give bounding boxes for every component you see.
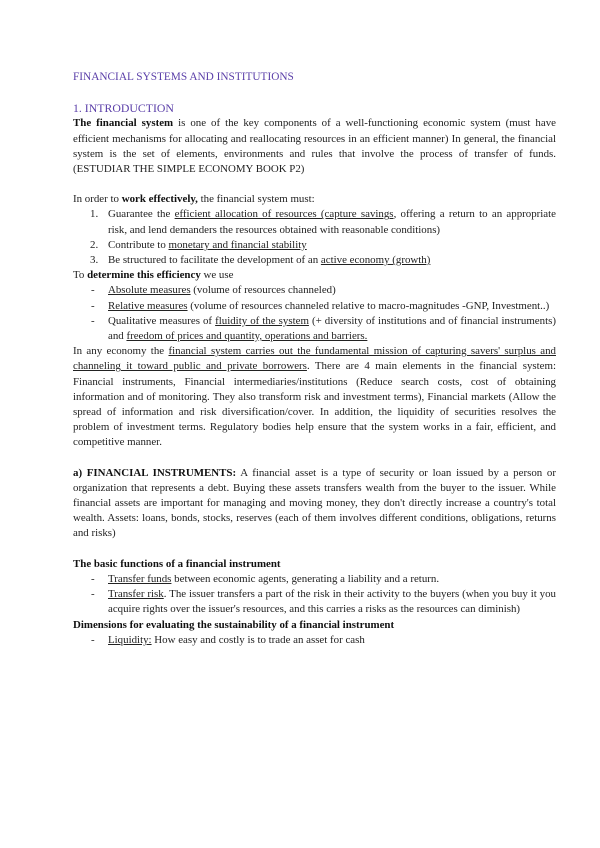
list-item-underline: Liquidity: [108, 633, 152, 646]
dimensions-list [73, 633, 556, 648]
efficiency-bold: determine this efficiency [87, 269, 201, 282]
list-item [73, 633, 556, 648]
economy-paragraph [73, 344, 556, 450]
list-item-underline: Transfer risk [108, 588, 164, 601]
list-item [73, 283, 556, 298]
work-post: the financial system must: [197, 193, 315, 206]
intro-text: is one of the key components of a well-functioning economic system (must have efficient mechanisms for allocating and reallocating resources in an efficient manner) In general, the financial system is the set of elements, environments and rules that involve the process of transfer of funds. (ESTUDIAR THE SIMPLE ECONOMY BOOK P2) [73, 117, 556, 176]
instruments-text: A financial asset is a type of security or loan issued by a person or organization that represents a debt. Buying these assets transfers wealth from the buyer to the issuer. While financial assets are important for managing and moving money, they don't directly increase a country's total wealth. Assets: loans, bonds, stocks, reserves (each of them involves different conditions, obligations, returns and risks) [73, 466, 556, 540]
list-item [73, 587, 556, 617]
list-item-underline: Transfer funds [108, 572, 172, 585]
list-item [73, 299, 556, 314]
list-item [73, 238, 556, 253]
dimensions-heading: Dimensions for evaluating the sustainability of a financial instrument [73, 618, 395, 631]
economy-pre: In any economy the [73, 345, 169, 358]
list-item-text: (volume of resources channeled relative to macro-magnitudes -GNP, Investment..) [187, 299, 550, 312]
list-item-underline: efficient allocation of resources (capture savings [174, 208, 394, 221]
list-item-text: Qualitative measures of [108, 314, 216, 327]
basic-functions-heading: The basic functions of a financial instrument [73, 557, 281, 570]
list-dash: - [91, 299, 95, 312]
intro-paragraph [73, 116, 556, 177]
work-list [73, 207, 556, 268]
list-number: 2. [90, 238, 99, 251]
section-heading: 1. INTRODUCTION [73, 101, 174, 116]
list-dash: - [91, 572, 95, 585]
intro-bold-lead: The financial system [73, 117, 174, 130]
list-item-text: Be structured to facilitate the development of an [108, 254, 321, 267]
list-number: 3. [90, 254, 99, 267]
work-pre: In order to [73, 193, 122, 206]
instruments-heading: a) FINANCIAL INSTRUMENTS: [73, 466, 237, 479]
document-title: FINANCIAL SYSTEMS AND INSTITUTIONS [73, 71, 294, 83]
economy-underline: financial system carries out the fundamental mission of capturing savers' surplus and channeling it toward public and private borrowers [73, 345, 556, 373]
list-item-text: . The issuer transfers a part of the risk in their activity to the buyers (when you buy it you acquire rights over the issuer's resources, and this carries a risks as the resources can diminish) [108, 588, 556, 616]
list-item-text: between economic agents, generating a liability and a return. [171, 572, 440, 585]
list-item [73, 314, 556, 344]
list-item-text: (+ diversity of institutions and of financial instruments) and [108, 314, 556, 343]
list-item [73, 253, 556, 268]
efficiency-paragraph [73, 268, 556, 283]
list-dash: - [91, 633, 95, 646]
list-item-underline: fluidity of the system [215, 314, 309, 327]
list-item-text: (volume of resources channeled) [190, 284, 336, 297]
list-item-text: Contribute to [108, 238, 169, 251]
basic-functions-list [73, 572, 556, 618]
list-item-underline: monetary and financial stability [168, 238, 307, 251]
list-dash: - [91, 588, 95, 601]
instruments-paragraph [73, 466, 556, 542]
efficiency-pre: To [73, 269, 88, 282]
list-item-text: , offering a return to an appropriate risk, and lend demanders the resources obtained with reasonable conditions) [108, 208, 556, 236]
efficiency-list [73, 283, 556, 344]
list-item-underline: Relative measures [108, 299, 188, 312]
efficiency-post: we use [200, 269, 234, 282]
list-item-text: How easy and costly is to trade an asset for cash [151, 633, 365, 646]
list-item [73, 207, 556, 237]
list-dash: - [91, 314, 95, 327]
work-effectively-paragraph [73, 192, 556, 207]
work-bold: work effectively, [121, 193, 198, 206]
list-item-underline: Absolute measures [108, 284, 191, 297]
list-item-underline: active economy (growth) [320, 254, 431, 267]
list-item [73, 572, 556, 587]
list-dash: - [91, 284, 95, 297]
economy-post: . There are 4 main elements in the financial system: Financial instruments, Financial intermediaries/institutions (Reduce search costs, cost of obtaining information and of monitoring. They also transform risk and investment terms), Financial markets (Allow the spread of information and risk diversification/cover. In addition, the liquidity of securities resolves the problem of investment terms. Regulatory bodies help ensure that the system works in a fair, efficient, and competitive manner. [73, 360, 557, 449]
list-item-text: Guarantee the [108, 208, 175, 221]
list-item-underline: freedom of prices and quantity, operations and barriers. [126, 330, 368, 343]
list-number: 1. [90, 208, 99, 221]
